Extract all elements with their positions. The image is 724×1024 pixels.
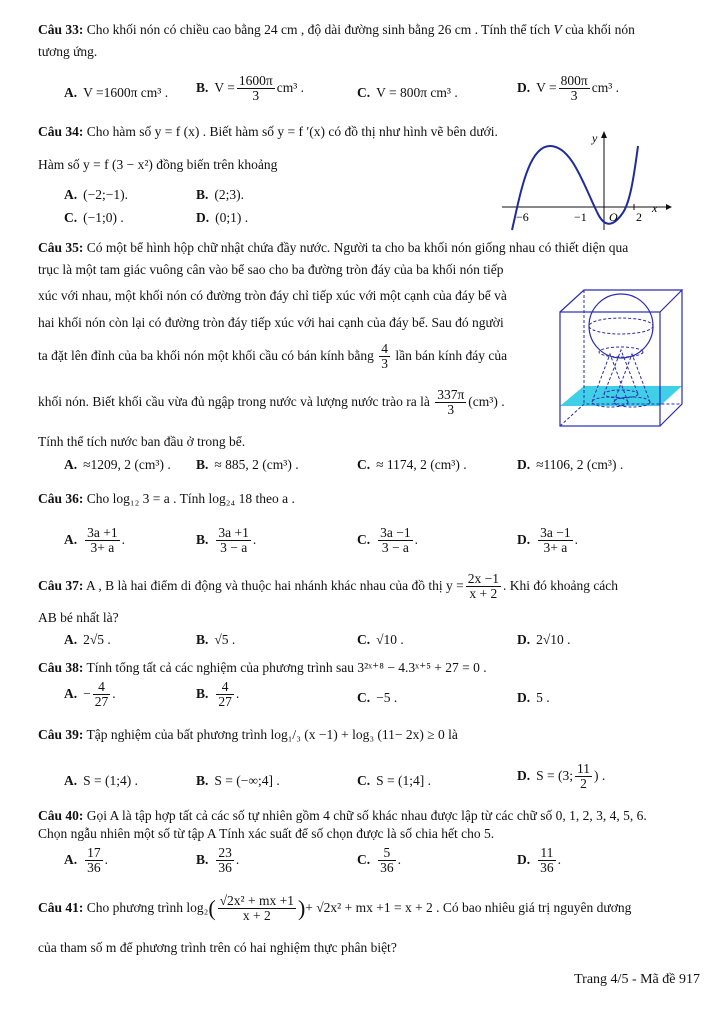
sphere-equator [589, 318, 653, 334]
q36-option-d[interactable]: D. $\frac{3a -1}{3+ a}$ . [517, 525, 578, 556]
q33-option-b[interactable]: B. V = $\frac{1600\pi}{3}$ cm³ . [196, 73, 305, 104]
sphere [589, 294, 653, 358]
q39-option-c[interactable]: C. S = (1;4] . [357, 773, 431, 788]
q36-option-b[interactable]: B. $\frac{3a +1}{3 - a}$ . [196, 525, 257, 556]
q35-line1: Câu 35: Có một bể hình hộp chữ nhật chứa đầy nước. Người ta cho ba khối nón giống nhau có thiết diện qua [38, 240, 629, 255]
q36-option-a[interactable]: A. $\frac{3a +1}{3+ a}$ . [64, 525, 125, 556]
y-label: y [592, 131, 598, 145]
page-footer: Trang 4/5 - Mã đề 917 [574, 972, 700, 987]
tick-label-neg1: −1 [574, 210, 587, 224]
q34-option-a[interactable]: A. (−2;−1). [64, 187, 128, 202]
tank-right-edges [660, 290, 682, 426]
q40-option-a[interactable]: A. $\frac{17}{36}$ . [64, 845, 108, 876]
tick-label-2: 2 [636, 210, 642, 224]
origin-label: O [609, 210, 618, 224]
q39-option-d[interactable]: D. S = (3; $\frac{11}{2}$ ) . [517, 761, 606, 792]
q41-line1: Câu 41: Cho phương trình log₂( $\frac{\text{√2x² + mx +1}}{x + 2}$ )+ √2x² + mx +1 = x + 2 . Có bao nhiêu giá trị nguyên dương [38, 893, 632, 924]
q38-line: Câu 38: Tính tổng tất cả các nghiệm của phương trình sau 3²ˣ⁺⁸ − 4.3ˣ⁺⁵ + 27 = 0 . [38, 660, 487, 675]
water-surface [560, 386, 682, 406]
q35-line7: Tính thể tích nước ban đầu ở trong bể. [38, 434, 246, 449]
q40-option-c[interactable]: C. $\frac{5}{36}$ . [357, 845, 401, 876]
q33-label: Câu 33: [38, 22, 84, 37]
x-axis-arrow [666, 204, 672, 210]
q36-line: Câu 36: Cho log₁₂ 3 = a . Tính log₂₄ 18 theo a . [38, 491, 295, 506]
q33-option-a[interactable]: A. V =1600π cm³ . [64, 85, 169, 100]
q36-option-c[interactable]: C. $\frac{3a -1}{3 - a}$ . [357, 525, 418, 556]
sphere-contact-circle [599, 347, 643, 357]
q39-option-a[interactable]: A. S = (1;4) . [64, 773, 138, 788]
q35-line4: hai khối nón còn lại có đường tròn đáy tiếp xúc với hai cạnh của đáy bể. Sau đó người [38, 315, 504, 330]
q37-option-b[interactable]: B. √5 . [196, 632, 236, 647]
tank-figure [552, 284, 692, 428]
q40-option-b[interactable]: B. $\frac{23}{36}$ . [196, 845, 240, 876]
q39-option-b[interactable]: B. S = (−∞;4] . [196, 773, 280, 788]
q37-option-d[interactable]: D. 2√10 . [517, 632, 571, 647]
q35-line6: khối nón. Biết khối cầu vừa đủ ngập trong nước và lượng nước trào ra là $\frac{337\pi}{3}$ (cm³) . [38, 387, 505, 418]
tank-top-edges [560, 290, 682, 312]
q34-option-b[interactable]: B. (2;3). [196, 187, 245, 202]
q35-line2: trục là một tam giác vuông cân vào bể sao cho ba đường tròn đáy của ba khối nón tiếp [38, 262, 504, 277]
q40-line1: Câu 40: Gọi A là tập hợp tất cả các số tự nhiên gồm 4 chữ số khác nhau được lập từ các chữ số 0, 1, 2, 3, 4, 5, 6. [38, 808, 647, 823]
q33-line2: tương ứng. [38, 44, 98, 59]
q39-line: Câu 39: Tập nghiệm của bất phương trình log₁/₃ (x −1) + log₃ (11− 2x) ≥ 0 là [38, 727, 458, 742]
q34-option-d[interactable]: D. (0;1) . [196, 210, 249, 225]
q38-option-b[interactable]: B. $\frac{4}{27}$ . [196, 679, 240, 710]
q38-option-a[interactable]: A. − $\frac{4}{27}$ . [64, 679, 116, 710]
q37-line2: AB bé nhất là? [38, 610, 119, 625]
q34-line1: Câu 34: Cho hàm số y = f (x) . Biết hàm số y = f ′(x) có đồ thị như hình vẽ bên dưới. [38, 124, 498, 139]
q38-option-d[interactable]: D. 5 . [517, 690, 550, 705]
q34-line2: Hàm số y = f (3 − x²) đồng biến trên khoảng [38, 157, 278, 172]
q35-line3: xúc với nhau, một khối nón có đường tròn đáy chỉ tiếp xúc với một cạnh của đáy bể và [38, 288, 507, 303]
x-label: x [652, 201, 658, 215]
q35-option-d[interactable]: D. ≈1106, 2 (cm³) . [517, 457, 624, 472]
q35-option-a[interactable]: A. ≈1209, 2 (cm³) . [64, 457, 171, 472]
q33-line1: Câu 33: Cho khối nón có chiều cao bằng 24 cm , độ dài đường sinh bằng 26 cm . Tính thể tích V của khối nón [38, 22, 635, 37]
q37-option-a[interactable]: A. 2√5 . [64, 632, 111, 647]
q35-option-c[interactable]: C. ≈ 1174, 2 (cm³) . [357, 457, 467, 472]
q37-line1: Câu 37: A , B là hai điểm di động và thuộc hai nhánh khác nhau của đồ thị y = $\frac{2x -1}{x + 2}$ . Khi đó khoảng cách [38, 571, 619, 602]
q33-option-d[interactable]: D. V = $\frac{800\pi}{3}$ cm³ . [517, 73, 619, 104]
q35-option-b[interactable]: B. ≈ 885, 2 (cm³) . [196, 457, 299, 472]
q38-option-c[interactable]: C. −5 . [357, 690, 398, 705]
q35-line5: ta đặt lên đỉnh của ba khối nón một khối cầu có bán kính bằng $\frac{4}{3}$ lần bán kính đáy của [38, 341, 508, 372]
q41-line2: của tham số m để phương trình trên có hai nghiệm thực phân biệt? [38, 940, 397, 955]
q40-option-d[interactable]: D. $\frac{11}{36}$ . [517, 845, 561, 876]
q40-line2: Chọn ngẫu nhiên một số từ tập A Tính xác suất để số chọn được là số chia hết cho 5. [38, 826, 495, 841]
q34-option-c[interactable]: C. (−1;0) . [64, 210, 124, 225]
derivative-graph [498, 126, 673, 232]
q33-option-c[interactable]: C. V = 800π cm³ . [357, 85, 458, 100]
y-axis-arrow [601, 131, 607, 138]
tank-front-face [560, 312, 660, 426]
q37-option-c[interactable]: C. √10 . [357, 632, 404, 647]
tick-label-neg6: −6 [516, 210, 529, 224]
